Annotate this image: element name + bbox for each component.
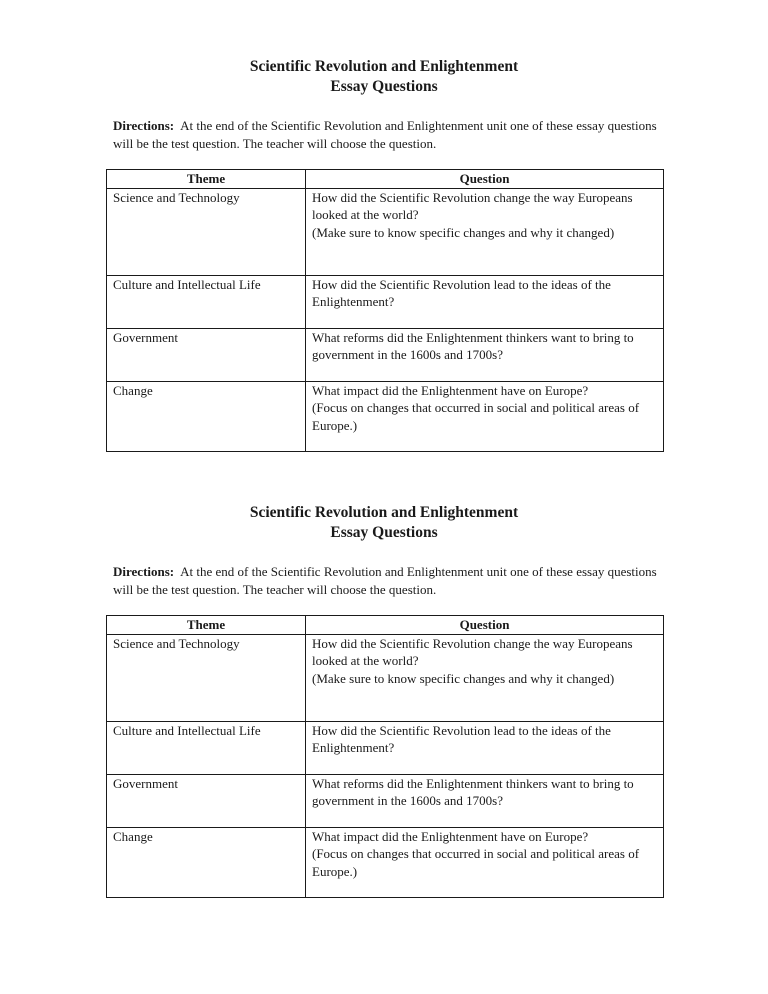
question-cell: What impact did the Enlightenment have on Europe? (Focus on changes that occurred in social and political areas of Europe.) xyxy=(306,827,664,897)
question-cell: What reforms did the Enlightenment thinkers want to bring to government in the 1600s and 1700s? xyxy=(306,774,664,827)
table-header-row xyxy=(107,616,664,635)
column-header-theme: Theme xyxy=(107,170,306,189)
table-header-row xyxy=(107,170,664,189)
theme-cell: Science and Technology xyxy=(107,188,306,275)
question-cell: How did the Scientific Revolution lead to the ideas of the Enlightenment? xyxy=(306,275,664,328)
table-row xyxy=(107,328,664,381)
question-cell: What impact did the Enlightenment have on Europe? (Focus on changes that occurred in social and political areas of Europe.) xyxy=(306,381,664,451)
table-row xyxy=(107,774,664,827)
essay-questions-table xyxy=(106,615,664,898)
theme-cell: Change xyxy=(107,381,306,451)
directions-text: At the end of the Scientific Revolution and Enlightenment unit one of these essay questions will be the test question. The teacher will choose the question. xyxy=(113,118,657,151)
directions-text: At the end of the Scientific Revolution and Enlightenment unit one of these essay questions will be the test question. The teacher will choose the question. xyxy=(113,564,657,597)
table-row xyxy=(107,634,664,721)
column-header-theme: Theme xyxy=(107,616,306,635)
theme-cell: Science and Technology xyxy=(107,634,306,721)
table-row xyxy=(107,827,664,897)
directions-label: Directions: xyxy=(113,118,175,133)
question-cell: How did the Scientific Revolution lead to the ideas of the Enlightenment? xyxy=(306,721,664,774)
table-row xyxy=(107,188,664,275)
question-cell: How did the Scientific Revolution change the way Europeans looked at the world? (Make sure to know specific changes and why it changed) xyxy=(306,634,664,721)
theme-cell: Culture and Intellectual Life xyxy=(107,721,306,774)
essay-sheet-top xyxy=(0,57,768,97)
theme-cell: Government xyxy=(107,774,306,827)
table-row xyxy=(107,275,664,328)
page-subtitle: Essay Questions xyxy=(330,78,438,95)
column-header-question: Question xyxy=(306,170,664,189)
theme-cell: Change xyxy=(107,827,306,897)
page-subtitle: Essay Questions xyxy=(330,524,438,541)
directions-paragraph xyxy=(113,117,663,152)
page-title: Scientific Revolution and Enlightenment xyxy=(249,58,519,75)
theme-cell: Culture and Intellectual Life xyxy=(107,275,306,328)
directions-paragraph xyxy=(113,563,663,598)
question-cell: How did the Scientific Revolution change the way Europeans looked at the world? (Make sure to know specific changes and why it changed) xyxy=(306,188,664,275)
theme-cell: Government xyxy=(107,328,306,381)
table-row xyxy=(107,381,664,451)
page-title: Scientific Revolution and Enlightenment xyxy=(249,504,519,521)
directions-label: Directions: xyxy=(113,564,175,579)
essay-sheet-bottom xyxy=(0,503,768,543)
table-row xyxy=(107,721,664,774)
essay-questions-table xyxy=(106,169,664,452)
column-header-question: Question xyxy=(306,616,664,635)
question-cell: What reforms did the Enlightenment thinkers want to bring to government in the 1600s and 1700s? xyxy=(306,328,664,381)
